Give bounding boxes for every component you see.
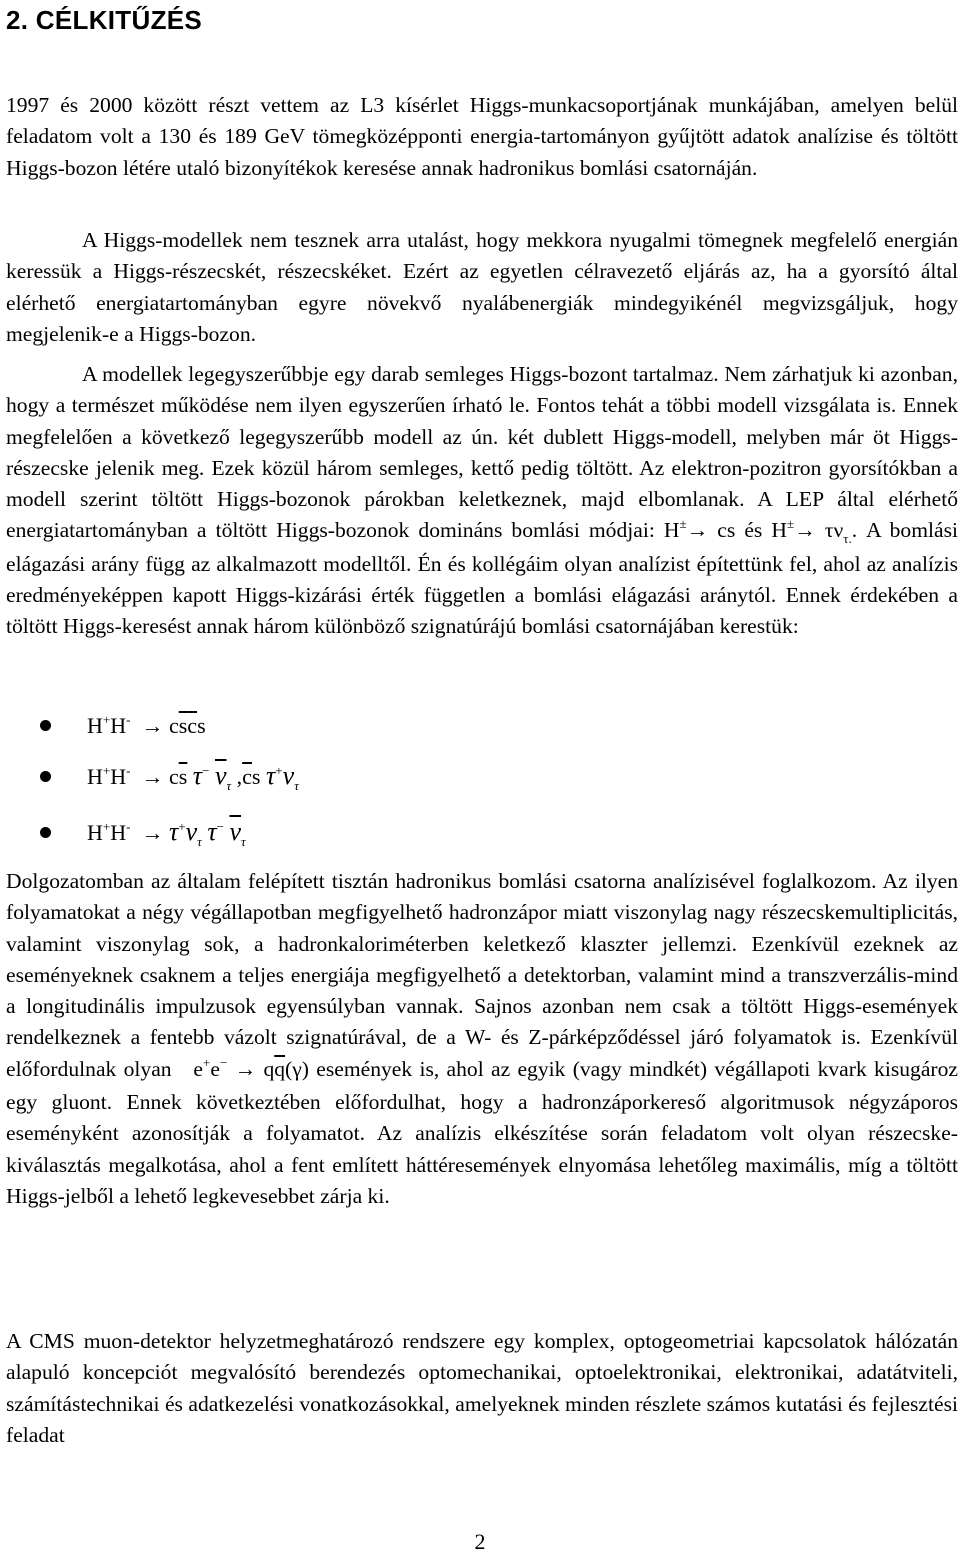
bullet-icon: [40, 771, 51, 782]
page-number: 2: [474, 1529, 486, 1554]
paragraph-intro: 1997 és 2000 között részt vettem az L3 kísérlet Higgs-munkacsoportjának munkájában, amelyen belül feladatom volt a 130 és 189 GeV tömegközépponti energia-tartományon gyűjtött adatok analízise és töltött Higgs-bozon létére utaló bizonyítékok keresése annak hadronikus bomlási csatornáján.: [6, 93, 958, 180]
paragraph-two-doublet: A modellek legegyszerűbbje egy darab semleges Higgs-bozont tartalmaz. Nem zárhatjuk ki azonban, hogy a természet működése nem ilyen egyszerűen írható le. Fontos tehát a többi modell vizsgálata is. Ennek megfelelően a következő legegyszerűbb modell az ún. két dublett Higgs-modell, melyben már öt Higgs-részecske jelenik meg. Ezek közül három semleges, kettő pedig töltött. Az elektron-pozitron gyorsítókban a modell szerint töltött Higgs-bozonok párokban keletkeznek, majd elbomlanak. A LEP által elérhető energiatartományban a töltött Higgs-bozonok domináns bomlási módjai: H±→ cs és $H^\pm\to \tau\nu_{\tau.}$. A bomlási elágazási arány függ az alkalmazott modelltől. Én és kollégáim olyan analízist építettünk fel, ahol az analízis eredményeképpen kapott Higgs-kizárási érték független a bomlási elágazási aránytól. Ennek érdekében a töltött Higgs-keresést annak három különböző szignatúrájú bomlási csatornájában kerestük:: [6, 362, 958, 639]
decay-formula-cscs: $H^+H^- \to c\overline{s}\overline{c}s$: [40, 706, 206, 746]
paragraph-cms-muon: A CMS muon-detektor helyzetmeghatározó rendszere egy komplex, optogeometriai kapcsolatok hálózatán alapuló koncepciót megvalósító berendezés optomechanikai, optoelektronikai, elektronikai, adatátviteli, számítástechnikai és adatkezelési vonatkozásokkal, amelyeknek minden részlete számos kutatási és fejlesztési feladat: [6, 1329, 958, 1447]
paragraph-hadronic-analysis: Dolgozatomban az általam felépített tisztán hadronikus bomlási csatorna analízisével foglalkozom. Az ilyen folyamatokat a négy végállapotban megfigyelhető hadronzápor miatt viszonylag nagy részecskemultiplicitás, valamint viszonylag sok, a hadronkaloriméterben keletkező klaszter jellemzi. Ezenkívül ezeknek az eseményeknek csaknem a teljes energiája megfigyelhető a detektorban, valamint mind a transzverzális-mind a longitudinális impulzusok egyensúlyban vannak. Sajnos azonban nem csak a töltött Higgs-események rendelkeznek a fentebb vázolt szignatúrával, de a W- és Z-párképződéssel járó folyamatok is. Ezenkívül előfordulnak olyan $e^+e^- \to q\overline{q}(\gamma)$ események is, ahol az egyik (vagy mindkét) végállapoti kvark kisugároz egy gluont. Ennek következtében előfordulhat, hogy a hadronzáporkereső algoritmusok négyzáporos eseményként azonosítják a folyamatot. Az analízis elkészítése során feladatom volt olyan részecske-kiválasztás megalkotása, ahol a fent említett háttéresemények elnyomása lehetőleg maximális, míg a töltött Higgs-jelből a lehető legkevesebbet zárja ki.: [6, 869, 958, 1208]
arrow-icon: →: [794, 518, 816, 543]
bullet-icon: [40, 827, 51, 838]
decay-formula-taunu-taunu: $H^+H^- \to \tau^+\nu_\tau$ τ− $\overline{\nu}_\tau$: [40, 812, 246, 852]
section-heading: 2. CÉLKITŰZÉS: [6, 5, 203, 35]
arrow-icon: →: [686, 518, 709, 543]
bullet-icon: [40, 720, 51, 731]
inline-formula-eeqq: $e^+e^- \to q\overline{q}(\gamma)$: [193, 1054, 309, 1081]
paragraph-higgs-models: A Higgs-modellek nem tesznek arra utalást, hogy mekkora nyugalmi tömegnek megfelelő energián keressük a Higgs-részecskét, részecskéket. Ezért az egyetlen célravezető eljárás az, ha a gyorsító által elérhető energiatartományban egyre növekvő nyalábenergiák mindegyikénél megvizsgáljuk, hogy megjelenik-e a Higgs-bozon.: [6, 228, 958, 346]
decay-formula-cs-taunu: $H^+H^- \to c\overline{s}$ τ− $\overline{\nu}_\tau$ $,\overline{c}s$ $\tau^+\nu_\tau$: [40, 756, 299, 796]
arrow-icon: →: [141, 820, 164, 845]
arrow-icon: →: [141, 764, 164, 789]
arrow-icon: →: [234, 1056, 257, 1081]
arrow-icon: →: [141, 713, 164, 739]
